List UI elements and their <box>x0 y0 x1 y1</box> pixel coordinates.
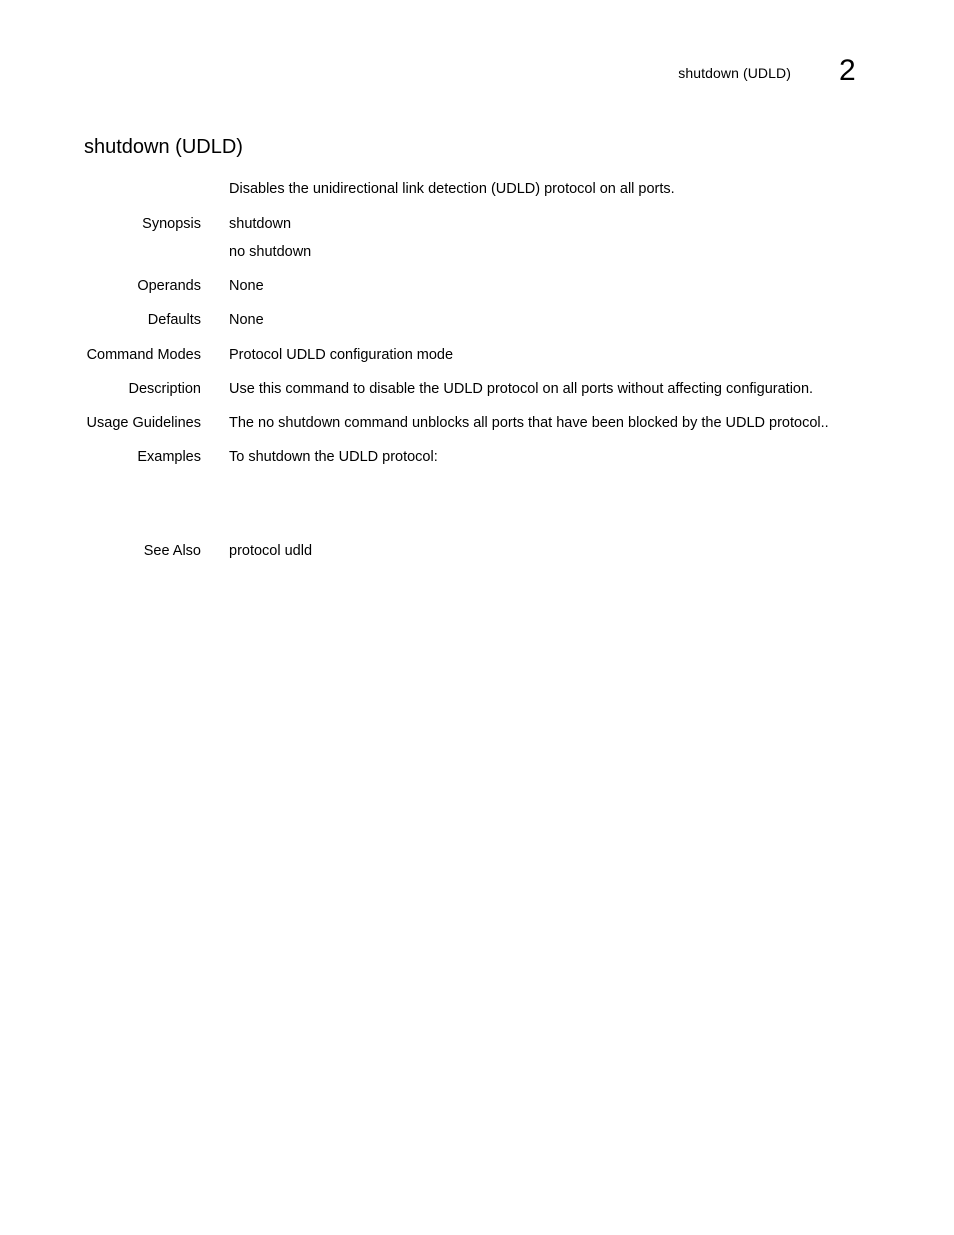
synopsis-command-1: shutdown <box>229 216 292 232</box>
examples-value: To shutdown the UDLD protocol: <box>229 449 438 465</box>
examples-label: Examples <box>137 449 201 465</box>
usage-guidelines-prefix: The <box>229 415 259 431</box>
defaults-label: Defaults <box>147 312 201 328</box>
operands-label: Operands <box>137 278 201 294</box>
command-modes-value: Protocol UDLD configuration mode <box>229 347 454 363</box>
page-title: shutdown (UDLD) <box>84 136 243 158</box>
description-label: Description <box>128 381 201 397</box>
command-modes-label: Command Modes <box>86 347 201 363</box>
intro-text: Disables the unidirectional link detection (UDLD) protocol on all ports. <box>229 181 675 197</box>
usage-guidelines-command: no shutdown <box>258 415 341 431</box>
see-also-label: See Also <box>143 543 201 559</box>
synopsis-command-2: no shutdown <box>229 244 312 260</box>
operands-value: None <box>229 278 264 294</box>
see-also-link[interactable]: protocol udld <box>229 543 313 559</box>
usage-guidelines-suffix: command unblocks all ports that have been blocked by the UDLD protocol.. <box>340 415 829 431</box>
usage-guidelines-label: Usage Guidelines <box>86 415 201 431</box>
description-value: Use this command to disable the UDLD protocol on all ports without affecting configuration. <box>229 381 814 397</box>
chapter-number: 2 <box>839 54 856 87</box>
running-header-title: shutdown (UDLD) <box>678 65 791 81</box>
usage-guidelines-value <box>229 414 829 432</box>
synopsis-label: Synopsis <box>142 216 201 232</box>
defaults-value: None <box>229 312 264 328</box>
